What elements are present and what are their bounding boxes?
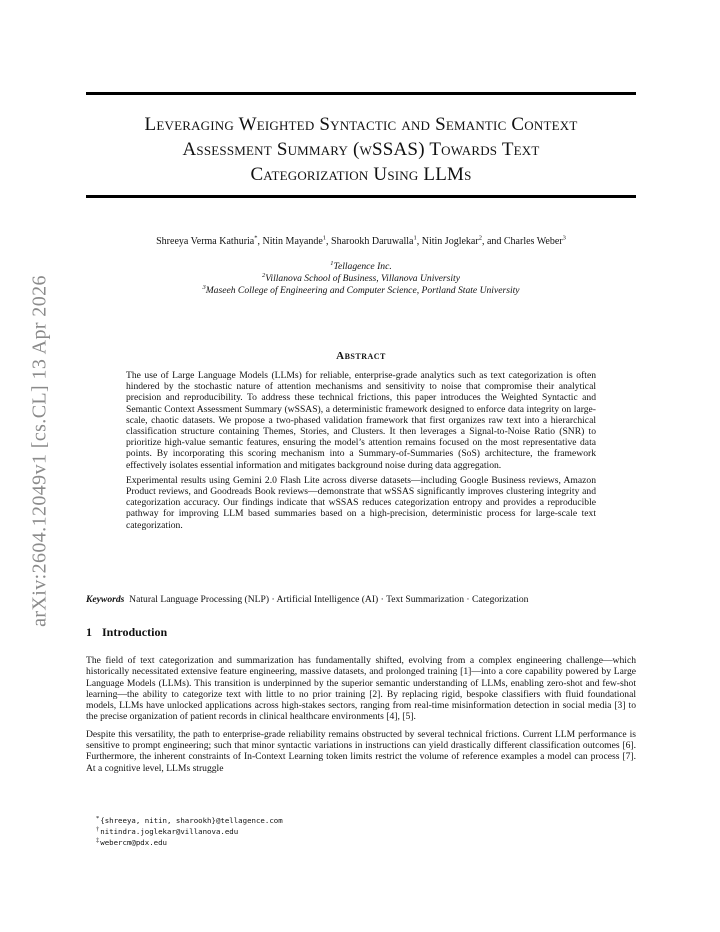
footnote: †nitindra.joglekar@villanova.edu bbox=[96, 825, 239, 836]
author-mark: 1 bbox=[322, 234, 327, 242]
body-paragraph: The field of text categorization and summarization has fundamentally shifted, evolving from a complex engineering challenge—which historically necessitated extensive feature engineering, massive datasets, and prolonged training [1]—into a core capability powered by Large Language Models (LLMs). This transition is underpinned by the superior semantic understanding of LLMs, enabling zero-shot and few-shot learning—the ability to categorize text with little to no prior training [2]. By replacing rigid, bespoke classifiers with fluid foundational models, LLMs have unlocked applications across high-stakes sectors, ranging from real-time misinformation detection in social media [3] to the precise organization of patient records in clinical healthcare environments [4], [5]. bbox=[86, 655, 636, 723]
keywords-list: Natural Language Processing (NLP) · Artificial Intelligence (AI) · Text Summarization · Categorization bbox=[129, 594, 529, 605]
arxiv-identifier: arXiv:2604.12049v1 [cs.CL] 13 Apr 2026 bbox=[28, 275, 51, 627]
title-line-3: Categorization Using LLMs bbox=[250, 164, 472, 185]
author-name: Nitin Joglekar bbox=[421, 236, 479, 247]
abstract bbox=[126, 370, 596, 535]
author-name: Charles Weber bbox=[503, 236, 563, 247]
author-name: Shreeya Verma Kathuria bbox=[156, 236, 255, 247]
keywords-label: Keywords bbox=[86, 594, 125, 605]
title-line-1: Leveraging Weighted Syntactic and Semantic Context bbox=[144, 114, 578, 135]
section-heading bbox=[86, 625, 167, 640]
affiliation: $^3$Maseeh College of Engineering and Computer Science, Portland State University bbox=[202, 283, 520, 296]
abstract-paragraph: The use of Large Language Models (LLMs) for reliable, enterprise-grade analytics such as text categorization is often hindered by the stochastic nature of attention mechanisms and sensitivity to noise that compromise their analytical precision and reproducibility. To address these technical frictions, this paper introduces the Weighted Syntactic and Semantic Context Assessment Summary (wSSAS), a deterministic framework designed to enforce data integrity on large-scale, chaotic datasets. We propose a two-phased validation framework that first organizes raw text into a hierarchical classification structure containing Themes, Stories, and Clusters. It then leverages a Signal-to-Noise Ratio (SNR) to prioritize high-value semantic features, ensuring the model’s attention remains focused on the most representative data points. By incorporating this scoring mechanism into a Summary-of-Summaries (SoS) architecture, the framework effectively isolates essential information and mitigates background noise during data aggregation. bbox=[126, 370, 596, 471]
author-name: Nitin Mayande bbox=[262, 236, 323, 247]
author-list: Shreeya Verma Kathuria*, Nitin Mayande$^1$, Sharookh Daruwalla$^1$, Nitin Joglekar$^2$, and Charles Weber$^3$ bbox=[156, 234, 566, 247]
abstract-heading: Abstract bbox=[336, 350, 386, 362]
keywords bbox=[86, 594, 636, 605]
introduction-body bbox=[86, 655, 636, 780]
section-title: Introduction bbox=[102, 625, 168, 639]
author-mark: * bbox=[254, 234, 258, 242]
author-mark: 3 bbox=[562, 234, 566, 242]
title-line-2: Assessment Summary (wSSAS) Towards Text bbox=[182, 139, 540, 160]
title-rule-bottom bbox=[86, 195, 636, 198]
footnote: ‡webercm@pdx.edu bbox=[96, 836, 167, 847]
affiliation: $^1$Tellagence Inc. bbox=[330, 259, 392, 272]
title-rule-top bbox=[86, 92, 636, 95]
affiliation-list bbox=[86, 261, 636, 296]
body-paragraph: Despite this versatility, the path to enterprise-grade reliability remains obstructed by several technical frictions. Current LLM performance is sensitive to prompt engineering; such that minor syntactic variations in instructions can yield drastically different classification outcomes [6]. Furthermore, the inherent constraints of In-Context Learning token limits restrict the volume of reference examples a model can process [7]. At a cognitive level, LLMs struggle bbox=[86, 728, 636, 774]
author-name: Sharookh Daruwalla bbox=[331, 236, 414, 247]
section-number: 1 bbox=[86, 625, 92, 639]
author-mark: 2 bbox=[478, 234, 482, 242]
paper-title bbox=[86, 112, 636, 187]
affiliation: $^2$Villanova School of Business, Villanova University bbox=[262, 271, 460, 284]
abstract-paragraph: Experimental results using Gemini 2.0 Flash Lite across diverse datasets—including Google Business reviews, Amazon Product reviews, and Goodreads Book reviews—demonstrate that wSSAS significantly improves clustering integrity and categorization accuracy. Our findings indicate that wSSAS reduces categorization entropy and provides a reproducible pathway for improving LLM based summaries based on a high-precision, deterministic process for large-scale text categorization. bbox=[126, 474, 596, 531]
author-mark: 1 bbox=[413, 234, 417, 242]
footnotes bbox=[96, 815, 283, 848]
footnote: *{shreeya, nitin, sharookh}@tellagence.com bbox=[96, 814, 283, 825]
